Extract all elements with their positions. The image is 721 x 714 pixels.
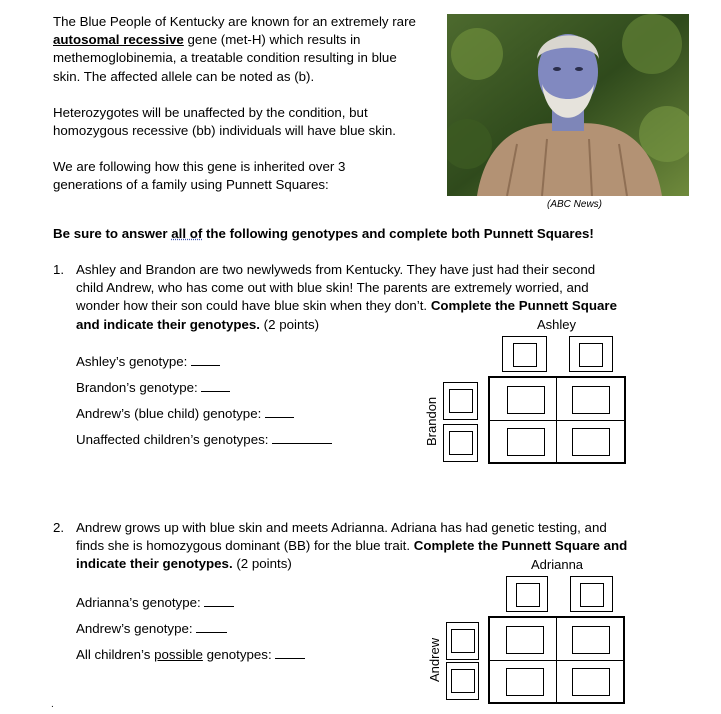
children-label-fragment: genotypes: — [202, 647, 276, 662]
q2-line: Andrew grows up with blue skin and meets Adrianna. Adriana has had genetic testing, and — [76, 520, 607, 535]
q1-line — [76, 316, 676, 334]
intro-line — [53, 31, 438, 49]
brandon-genotype-label: Brandon’s genotype: — [76, 380, 202, 395]
q2-fragment: Complete the Punnett Square and — [413, 538, 628, 554]
punnett2-grid — [488, 616, 625, 704]
instructions-fragment: Be sure to answer — [53, 226, 172, 241]
punnett2-cell[interactable] — [556, 617, 624, 661]
punnett1-cell[interactable] — [489, 420, 557, 463]
punnett2-cell[interactable] — [489, 660, 557, 703]
children-label-fragment: All children’s — [76, 647, 155, 662]
ashley-genotype-field[interactable] — [76, 353, 220, 371]
punnett2-cell[interactable] — [489, 617, 557, 661]
question-1-number: 1. — [53, 262, 65, 277]
punnett2-top-allele-box[interactable] — [570, 576, 613, 612]
punnett1-cell[interactable] — [556, 420, 625, 463]
q2-line — [76, 555, 676, 573]
intro-text — [53, 13, 438, 195]
blue-man-photo — [447, 14, 689, 196]
q2-fragment: (2 points) — [232, 556, 292, 572]
andrew-genotype-label-2: Andrew’s genotype: — [76, 621, 197, 636]
all-children-genotype-field[interactable] — [76, 646, 305, 664]
punnett1-top-parent: Ashley — [537, 317, 577, 332]
brandon-genotype-field[interactable] — [76, 379, 230, 397]
footer-mark: . — [51, 699, 54, 710]
punnett2-cell[interactable] — [556, 660, 624, 703]
punnett1-side-allele-box[interactable] — [443, 382, 478, 420]
q1-fragment: wonder how their son could have blue skin when they don’t. — [76, 298, 431, 314]
q1-line — [76, 297, 676, 315]
punnett1-grid — [488, 376, 626, 464]
intro-fragment: gene (met-H) which results in — [183, 32, 361, 48]
punnett1-cell[interactable] — [556, 377, 625, 421]
intro-line: The Blue People of Kentucky are known for an extremely rare — [53, 14, 416, 29]
intro-line: We are following how this gene is inherited over 3 — [53, 159, 346, 175]
intro-line: Heterozygotes will be unaffected by the condition, but — [53, 104, 368, 120]
intro-line: homozygous recessive (bb) individuals will have blue skin. — [53, 123, 396, 139]
q2-line — [76, 537, 676, 555]
andrew-genotype-field[interactable] — [76, 405, 294, 423]
photo-credit: (ABC News) — [547, 199, 603, 210]
question-1-text — [76, 261, 676, 334]
intro-line: generations of a family using Punnett Squares: — [53, 177, 329, 193]
unaffected-children-genotype-field[interactable] — [76, 431, 332, 449]
possible-emphasis: possible — [154, 647, 203, 662]
q2-fragment: finds she is homozygous dominant (BB) for the blue trait. — [76, 538, 414, 554]
punnett2-top-parent: Adrianna — [531, 557, 584, 572]
punnett2-side-allele-box[interactable] — [446, 622, 479, 660]
punnett1-side-parent: Brandon — [424, 396, 439, 446]
q1-fragment: (2 points) — [259, 316, 320, 332]
adrianna-genotype-label: Adrianna’s genotype: — [76, 595, 205, 610]
q1-line: Ashley and Brandon are two newlyweds from Kentucky. They have just had their second — [76, 262, 596, 277]
q2-fragment: indicate their genotypes. — [76, 556, 233, 572]
instructions-fragment: the following genotypes and complete both Punnett Squares! — [202, 226, 594, 241]
andrew-genotype-field-2[interactable] — [76, 620, 227, 638]
punnett2-side-allele-box[interactable] — [446, 662, 479, 700]
punnett1-side-allele-box[interactable] — [443, 424, 478, 462]
autosomal-recessive-term: autosomal recessive — [53, 32, 184, 48]
instructions — [53, 225, 594, 243]
intro-line: skin. The affected allele can be noted as (b). — [53, 68, 315, 84]
q1-fragment: Complete the Punnett Square — [430, 298, 617, 314]
unaffected-children-label: Unaffected children’s genotypes: — [76, 432, 273, 447]
punnett2-top-allele-box[interactable] — [506, 576, 548, 612]
intro-line: methemoglobinemia, a treatable condition resulting in blue — [53, 50, 397, 66]
question-2-number: 2. — [53, 520, 65, 535]
andrew-genotype-label: Andrew’s (blue child) genotype: — [76, 406, 265, 421]
question-2-text — [76, 519, 676, 574]
punnett1-top-allele-box[interactable] — [569, 336, 613, 372]
q1-fragment: and indicate their genotypes. — [76, 316, 260, 332]
adrianna-genotype-field[interactable] — [76, 594, 234, 612]
all-of-emphasis: all of — [171, 226, 203, 241]
ashley-genotype-label: Ashley’s genotype: — [76, 354, 192, 369]
q1-line: child Andrew, who has come out with blue skin! The parents are extremely worried, and — [76, 280, 589, 296]
punnett1-top-allele-box[interactable] — [502, 336, 547, 372]
punnett2-side-parent: Andrew — [427, 637, 442, 682]
punnett1-cell[interactable] — [489, 377, 557, 421]
